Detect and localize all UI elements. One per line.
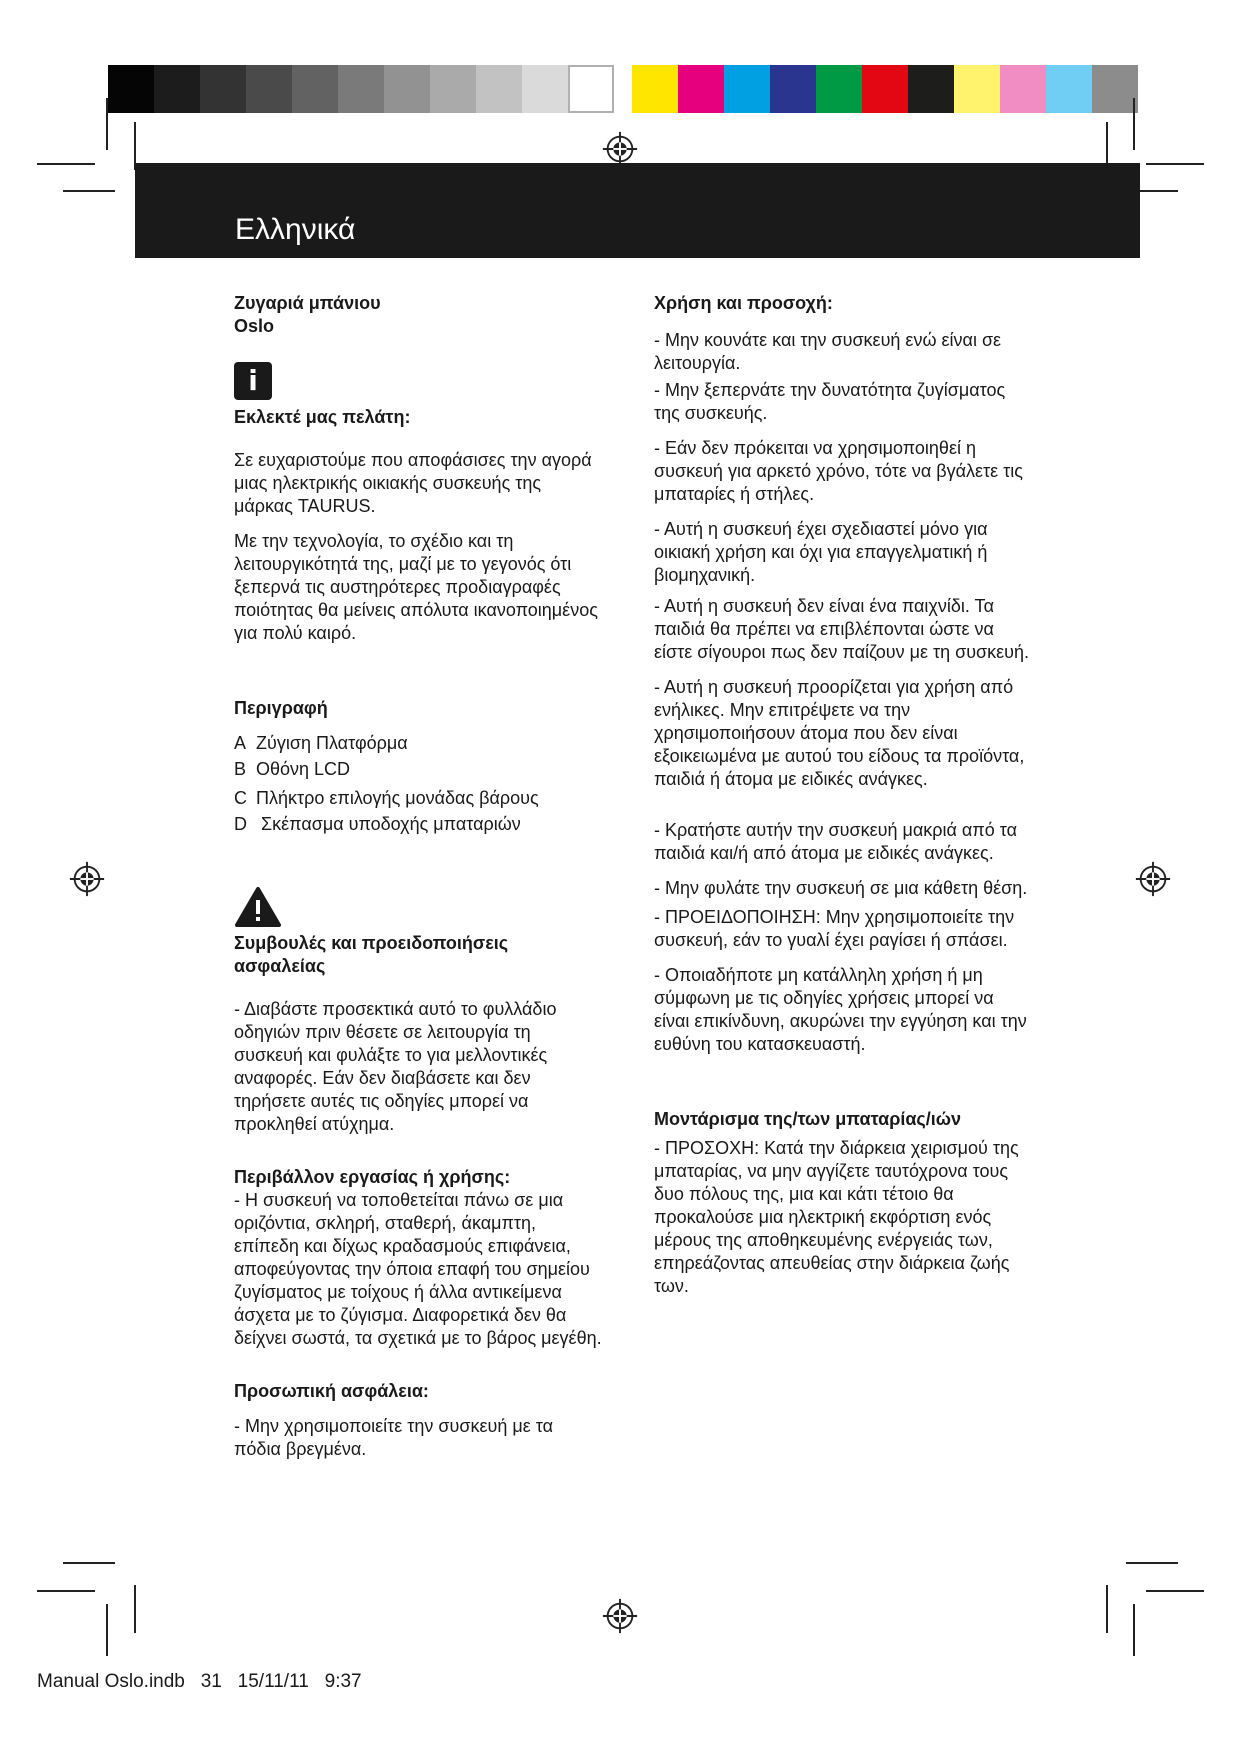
crop-mark <box>1126 1562 1178 1564</box>
description-item <box>234 758 604 781</box>
description-letter: D <box>234 814 247 834</box>
registration-mark-icon <box>68 860 106 898</box>
use-item: - Κρατήστε αυτήν την συσκευή μακριά από τα παιδιά και/ή από άτομα με ειδικές ανάγκες. <box>654 820 1017 863</box>
description-heading: Περιγραφή <box>234 698 328 718</box>
gray-swatch <box>568 65 614 113</box>
description-item <box>234 787 604 810</box>
use-item: - Αυτή η συσκευή δεν είναι ένα παιχνίδι. Τα παιδιά θα πρέπει να επιβλέπονται ώστε να είστε σίγουροι πως δεν παίζουν με τη συσκευή. <box>654 596 1030 662</box>
battery-paragraph: - ΠΡΟΣΟΧΗ: Κατά την διάρκεια χειρισμού της μπαταρίας, να μην αγγίζετε ταυτόχρονα τους δυο πόλους της, μια και κάτι τέτοιο θα προκαλούσε μια ηλεκτρική εκφόρτιση ενός μέρους της αποθηκευμένης ενέργειάς των, επηρεάζοντας απευθείας στην διάρκεια ζωής των. <box>654 1138 1019 1296</box>
crop-mark <box>1133 1604 1135 1656</box>
environment-paragraph: - Η συσκευή να τοποθετείται πάνω σε μια οριζόντια, σκληρή, σταθερή, άκαμπτη, επίπεδη και δίχως κραδασμούς επιφάνεια, αποφεύγοντας την όποια επαφή του σημείου ζυγίσματος με τοίχους ή άλλα αντικείμενα άσχετα με το ζύγισμα. Διαφορετικά δεν θα δείχνει σωστά, τα σχετικά με το βάρος μεγέθη. <box>234 1190 602 1348</box>
gray-swatch <box>476 65 522 113</box>
color-swatch <box>1092 65 1138 113</box>
safety-heading: Συμβουλές και προειδοποιήσεις ασφαλείας <box>234 933 509 976</box>
use-item: - Μην φυλάτε την συσκευή σε μια κάθετη θέση. <box>654 878 1028 898</box>
gray-swatch <box>200 65 246 113</box>
use-item: - ΠΡΟΕΙΔΟΠΟΙΗΣΗ: Μην χρησιμοποιείτε την συσκευή, εάν το γυαλί έχει ραγίσει ή σπάσει. <box>654 907 1015 950</box>
gray-swatch <box>154 65 200 113</box>
crop-mark <box>63 1562 115 1564</box>
color-swatch <box>770 65 816 113</box>
crop-mark <box>1146 1590 1204 1592</box>
print-slug: Manual Oslo.indb 31 15/11/11 9:37 <box>37 1671 362 1692</box>
thanks-paragraph: Σε ευχαριστούμε που αποφάσισες την αγορά μιας ηλεκτρικής οικιακής συσκευής της μάρκας TAURUS. <box>234 450 592 516</box>
color-swatch <box>908 65 954 113</box>
color-swatch <box>862 65 908 113</box>
color-swatch <box>678 65 724 113</box>
color-calibration-bar <box>632 65 1138 113</box>
crop-mark <box>106 1604 108 1656</box>
color-swatch <box>954 65 1000 113</box>
use-item: - Μην κουνάτε και την συσκευή ενώ είναι σε λειτουργία. <box>654 330 1002 373</box>
product-model: Oslo <box>234 316 275 336</box>
crop-mark <box>1146 163 1204 165</box>
color-swatch <box>816 65 862 113</box>
use-heading: Χρήση και προσοχή: <box>654 293 833 313</box>
language-title: Ελληνικά <box>235 213 356 246</box>
registration-mark-icon <box>601 1597 639 1635</box>
crop-mark <box>1133 98 1135 150</box>
description-text: Ζύγιση Πλατφόρμα <box>256 733 408 753</box>
description-text: Πλήκτρο επιλογής μονάδας βάρους <box>256 788 539 808</box>
description-text: Οθόνη LCD <box>256 759 351 779</box>
personal-safety-paragraph: - Μην χρησιμοποιείτε την συσκευή με τα πόδια βρεγμένα. <box>234 1416 553 1459</box>
gray-swatch <box>430 65 476 113</box>
crop-mark <box>37 163 95 165</box>
info-icon: i <box>234 362 272 400</box>
crop-mark <box>106 98 108 150</box>
crop-mark <box>134 1585 136 1633</box>
battery-heading: Μοντάρισμα της/των μπαταρίας/ιών <box>654 1109 962 1129</box>
use-item: - Μην ξεπερνάτε την δυνατότητα ζυγίσματος της συσκευής. <box>654 380 1006 423</box>
color-swatch <box>632 65 678 113</box>
color-swatch <box>1046 65 1092 113</box>
grayscale-calibration-bar <box>108 65 614 113</box>
description-item <box>234 813 604 836</box>
technology-paragraph: Με την τεχνολογία, το σχέδιο και τη λειτουργικότητά της, μαζί με το γεγονός ότι ξεπερνά τις αυστηρότερες προδιαγραφές ποιότητας θα μείνεις απόλυτα ικανοποιημένος για πολύ καιρό. <box>234 531 598 643</box>
product-name: Ζυγαριά μπάνιου <box>234 293 381 313</box>
use-item: - Αυτή η συσκευή έχει σχεδιαστεί μόνο για οικιακή χρήση και όχι για επαγγελματική ή βιομηχανική. <box>654 519 988 585</box>
description-letter: C <box>234 788 247 808</box>
gray-swatch <box>384 65 430 113</box>
use-item: - Αυτή η συσκευή προορίζεται για χρήση από ενήλικες. Μην επιτρέψετε να την χρησιμοποιήσουν άτομα που δεν είναι εξοικειωμένα με αυτού του είδους τα προϊόντα, παιδιά ή άτομα με ειδικές ανάγκες. <box>654 677 1025 789</box>
gray-swatch <box>246 65 292 113</box>
crop-mark <box>1106 1585 1108 1633</box>
language-banner <box>135 163 1140 258</box>
gray-swatch <box>338 65 384 113</box>
registration-mark-icon <box>1134 860 1172 898</box>
dear-customer-heading: Εκλεκτέ μας πελάτη: <box>234 407 411 427</box>
description-text: Σκέπασμα υποδοχής μπαταριών <box>256 814 521 834</box>
safety-paragraph: - Διαβάστε προσεκτικά αυτό το φυλλάδιο οδηγιών πριν θέσετε σε λειτουργία τη συσκευή και φυλάξτε το για μελλοντικές αναφορές. Εάν δεν διαβάσετε και δεν τηρήσετε αυτές τις οδηγίες μπορεί να προκληθεί ατύχημα. <box>234 999 557 1134</box>
right-column <box>654 292 1034 1298</box>
crop-mark <box>37 1590 95 1592</box>
gray-swatch <box>108 65 154 113</box>
environment-heading: Περιβάλλον εργασίας ή χρήσης: <box>234 1167 511 1187</box>
use-item: - Εάν δεν πρόκειται να χρησιμοποιηθεί η συσκευή για αρκετό χρόνο, τότε να βγάλετε τις μπαταρίες ή στήλες. <box>654 438 1023 504</box>
description-item <box>234 732 604 755</box>
color-swatch <box>724 65 770 113</box>
warning-icon <box>234 886 282 928</box>
description-letter: A <box>234 733 247 753</box>
use-item: - Οποιαδήποτε μη κατάλληλη χρήση ή μη σύμφωνη με τις οδηγίες χρήσεις μπορεί να είναι επικίνδυνη, ακυρώνει την εγγύηση και την ευθύνη του κατασκευαστή. <box>654 965 1027 1054</box>
crop-mark <box>63 190 115 192</box>
personal-safety-heading: Προσωπική ασφάλεια: <box>234 1381 429 1401</box>
color-swatch <box>1000 65 1046 113</box>
gray-swatch <box>292 65 338 113</box>
gray-swatch <box>522 65 568 113</box>
description-letter: B <box>234 759 247 779</box>
left-column <box>234 292 604 1461</box>
